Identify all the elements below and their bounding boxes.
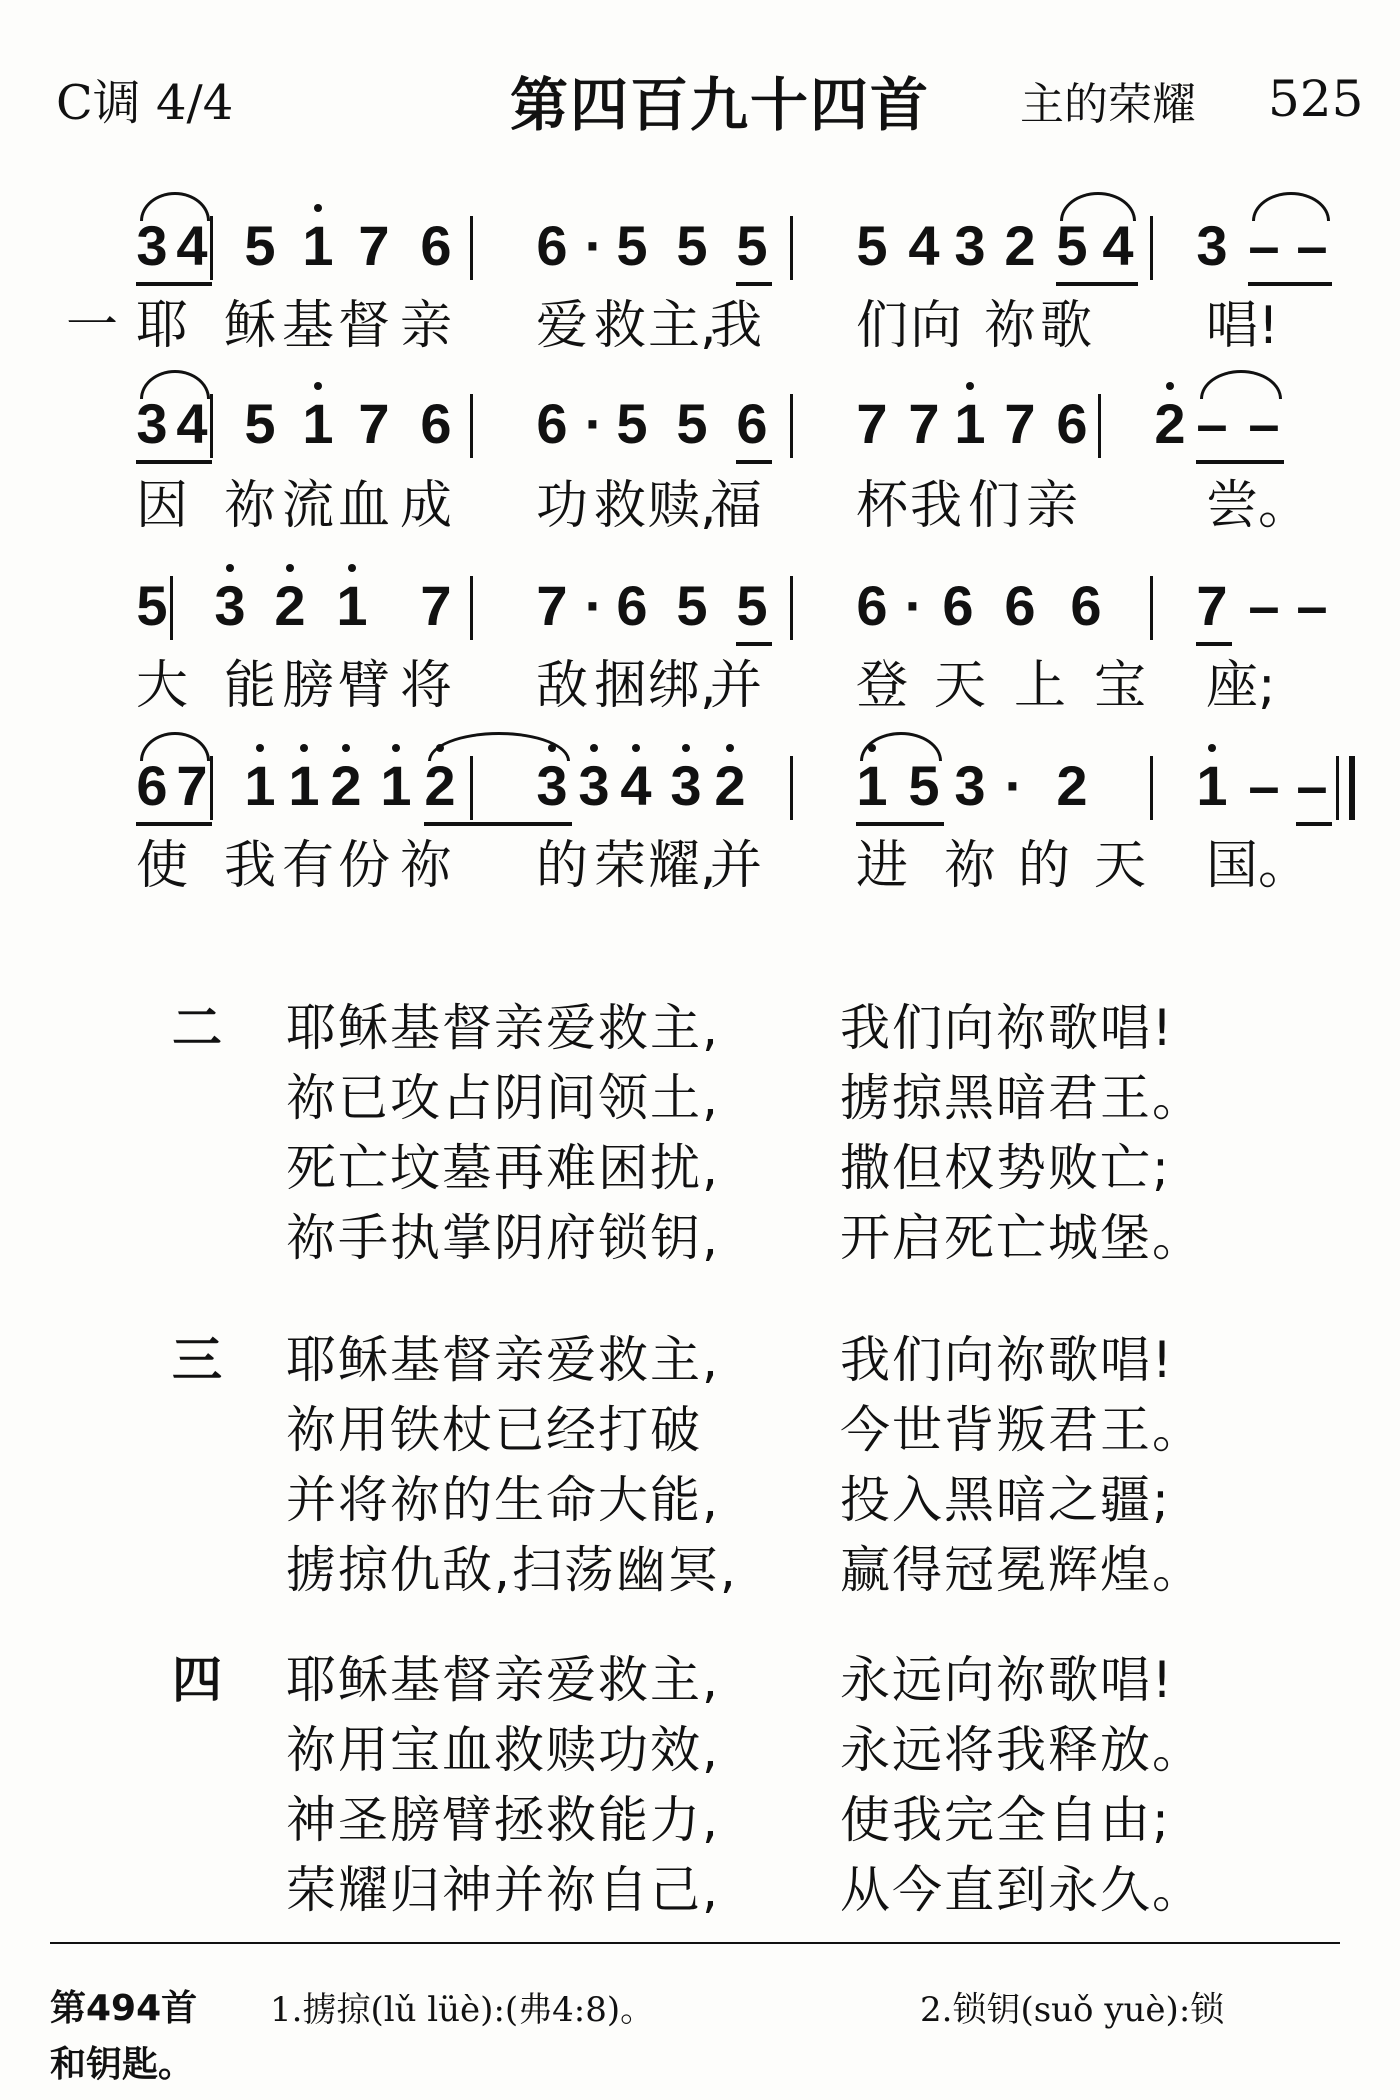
- note: ·: [584, 214, 604, 277]
- verse-line-first-half: 神圣膀臂拯救能力,: [286, 1791, 720, 1849]
- lyric-syllable: 一: [65, 296, 118, 356]
- lyric-syllable: 因: [135, 476, 188, 536]
- lyric-syllable: 耀,: [648, 836, 717, 896]
- lyric-syllable: 膀: [281, 656, 334, 716]
- verse-line-second-half: 掳掠黑暗君王。: [840, 1069, 1204, 1127]
- verse-line-first-half: 耶稣基督亲爱救主,: [286, 1331, 720, 1389]
- lyric-syllable: 使: [135, 836, 188, 896]
- bar-line: [790, 394, 793, 458]
- lyric-row-3: [0, 656, 1400, 726]
- slur: [1252, 192, 1330, 221]
- note: 6: [942, 574, 974, 637]
- bar-line: [790, 576, 793, 640]
- note: 3: [954, 214, 986, 277]
- note: 1: [298, 394, 338, 454]
- note: 5: [616, 392, 648, 455]
- footnote-note-2: 2.锁钥(suǒ yuè):锁: [920, 1990, 1225, 2030]
- note: 6: [536, 214, 568, 277]
- note: 2: [1150, 394, 1190, 454]
- note: 5: [736, 574, 768, 637]
- slur: [428, 732, 570, 761]
- lyric-syllable: 杯: [855, 476, 908, 536]
- lyric-syllable: 我: [709, 296, 762, 356]
- lyric-row-4: [0, 836, 1400, 906]
- lyric-syllable: 份: [337, 836, 390, 896]
- lyric-syllable: 并: [709, 656, 762, 716]
- bar-line: [1150, 756, 1153, 820]
- footnote-note-2-cont: 和钥匙。: [50, 2044, 195, 2085]
- note: 3: [574, 756, 614, 816]
- note: 5: [676, 574, 708, 637]
- bar-line: [210, 394, 213, 458]
- note: 5: [244, 392, 276, 455]
- lyric-syllable: 天: [1093, 836, 1146, 896]
- slur: [140, 732, 210, 761]
- note: 7: [856, 392, 888, 455]
- note: 4: [176, 392, 208, 455]
- verse-line-first-half: 荣耀归神并祢自己,: [286, 1861, 720, 1919]
- footnote-label: 第494首: [50, 1988, 198, 2029]
- note: 7: [908, 392, 940, 455]
- note: 1: [240, 756, 280, 816]
- notation-row-3: [0, 556, 1400, 656]
- lyric-syllable: 祢: [943, 836, 996, 896]
- lyric-syllable: 歌: [1039, 296, 1092, 356]
- note: 5: [736, 214, 768, 277]
- note: 4: [176, 214, 208, 277]
- bar-line: [210, 216, 213, 280]
- footnote-note-1: 1.掳掠(lǔ lüè):(弗4:8)。: [270, 1990, 655, 2030]
- note: 2: [1004, 214, 1036, 277]
- note: ·: [1004, 754, 1024, 817]
- lyric-syllable: 国。: [1206, 836, 1311, 896]
- note: 7: [358, 214, 390, 277]
- bar-line: [790, 756, 793, 820]
- lyric-syllable: 赎,: [648, 476, 717, 536]
- note: 3: [954, 754, 986, 817]
- note: 4: [908, 214, 940, 277]
- note: 7: [420, 574, 452, 637]
- bar-line: [470, 576, 473, 640]
- note: 1: [950, 394, 990, 454]
- lyric-syllable: 亲: [399, 296, 452, 356]
- notation-row-4: [0, 736, 1400, 836]
- slur: [860, 732, 942, 761]
- verse-line-second-half: 永远将我释放。: [840, 1721, 1204, 1779]
- verse-line-second-half: 永远向祢歌唱!: [840, 1651, 1175, 1709]
- verse-line-first-half: 掳掠仇敌,扫荡幽冥,: [286, 1541, 738, 1599]
- lyric-syllable: 荣: [593, 836, 646, 896]
- verse-line-first-half: 耶稣基督亲爱救主,: [286, 1651, 720, 1709]
- slur: [1060, 192, 1136, 221]
- page-number: 525: [1268, 70, 1364, 128]
- verse-line-first-half: 并将祢的生命大能,: [286, 1471, 720, 1529]
- lyric-syllable: 宝: [1093, 656, 1146, 716]
- note: 2: [1056, 754, 1088, 817]
- lyric-syllable: 血: [337, 476, 390, 536]
- note: –: [1296, 574, 1328, 637]
- lyric-syllable: 的: [535, 836, 588, 896]
- verse-line-first-half: 死亡坟墓再难困扰,: [286, 1139, 720, 1197]
- verse-line-second-half: 我们向祢歌唱!: [840, 1331, 1175, 1389]
- note: ·: [584, 574, 604, 637]
- lyric-syllable: 祢: [399, 836, 452, 896]
- rhythm-underline: [136, 460, 212, 464]
- rhythm-underline: [1196, 642, 1232, 646]
- note: 4: [1102, 214, 1134, 277]
- verse-line-first-half: 祢已攻占阴间领土,: [286, 1069, 720, 1127]
- verse-line-second-half: 使我完全自由;: [840, 1791, 1171, 1849]
- lyric-syllable: 耶: [135, 296, 188, 356]
- rhythm-underline: [136, 822, 212, 826]
- rhythm-underline: [856, 822, 944, 826]
- note: 7: [1004, 392, 1036, 455]
- lyric-row-2: [0, 476, 1400, 546]
- note: –: [1248, 392, 1280, 455]
- note: 5: [676, 392, 708, 455]
- verse-line-second-half: 我们向祢歌唱!: [840, 999, 1175, 1057]
- bar-line: [790, 216, 793, 280]
- verse-line-second-half: 撒但权势败亡;: [840, 1139, 1171, 1197]
- bar-line: [470, 216, 473, 280]
- lyric-syllable: 绑,: [648, 656, 717, 716]
- verse-line-first-half: 祢用铁杖已经打破: [286, 1401, 702, 1459]
- bar-line: [470, 394, 473, 458]
- note: 6: [856, 574, 888, 637]
- note: 6: [420, 214, 452, 277]
- note: 6: [616, 574, 648, 637]
- verse-number: 三: [172, 1331, 222, 1389]
- lyric-syllable: 稣: [223, 296, 276, 356]
- slur: [140, 192, 210, 221]
- note: 5: [136, 574, 168, 637]
- note: 7: [536, 574, 568, 637]
- key-signature: C调 4/4: [56, 75, 234, 131]
- note: 5: [856, 214, 888, 277]
- lyric-syllable: 救: [593, 476, 646, 536]
- bar-line: [470, 756, 473, 820]
- lyric-row-1: [0, 296, 1400, 366]
- lyric-syllable: 大: [135, 656, 188, 716]
- verse-line-second-half: 赢得冠冕辉煌。: [840, 1541, 1204, 1599]
- note: 5: [908, 754, 940, 817]
- lyric-syllable: 亲: [1025, 476, 1078, 536]
- note: 7: [176, 754, 208, 817]
- lyric-syllable: 基: [281, 296, 334, 356]
- verse-line-second-half: 开启死亡城堡。: [840, 1209, 1204, 1267]
- rhythm-underline: [736, 642, 772, 646]
- note: 5: [676, 214, 708, 277]
- verse-line-second-half: 从今直到永久。: [840, 1861, 1204, 1919]
- lyric-syllable: 捆: [593, 656, 646, 716]
- lyric-syllable: 登: [855, 656, 908, 716]
- note: 1: [376, 756, 416, 816]
- rhythm-underline: [1196, 460, 1284, 464]
- verse-line-first-half: 祢用宝血救赎功效,: [286, 1721, 720, 1779]
- rhythm-underline: [736, 282, 772, 286]
- note: 2: [270, 576, 310, 636]
- hymn-number-title: 第四百九十四首: [510, 71, 931, 139]
- footnote-divider: [50, 1942, 1340, 1944]
- lyric-syllable: 们: [855, 296, 908, 356]
- note: 1: [284, 756, 324, 816]
- note: 1: [852, 756, 892, 816]
- note: 2: [326, 756, 366, 816]
- lyric-syllable: 主,: [648, 296, 717, 356]
- lyric-syllable: 救: [593, 296, 646, 356]
- rhythm-underline: [1056, 282, 1138, 286]
- lyric-syllable: 督: [337, 296, 390, 356]
- note: 3: [532, 756, 572, 816]
- note: 6: [136, 754, 168, 817]
- note: 7: [358, 392, 390, 455]
- bar-line: [1150, 216, 1153, 280]
- note: –: [1296, 754, 1328, 817]
- note: –: [1248, 574, 1280, 637]
- note: –: [1248, 214, 1280, 277]
- rhythm-underline: [736, 460, 772, 464]
- lyric-syllable: 们: [967, 476, 1020, 536]
- note: ·: [584, 392, 604, 455]
- verse-line-second-half: 今世背叛君王。: [840, 1401, 1204, 1459]
- note: –: [1196, 392, 1228, 455]
- note: 3: [210, 576, 250, 636]
- note: –: [1296, 214, 1328, 277]
- lyric-syllable: 福: [709, 476, 762, 536]
- lyric-syllable: 我: [223, 836, 276, 896]
- note: 3: [136, 392, 168, 455]
- notation-row-2: [0, 374, 1400, 474]
- verse-line-first-half: 耶稣基督亲爱救主,: [286, 999, 720, 1057]
- lyric-syllable: 敌: [535, 656, 588, 716]
- note: ·: [904, 574, 924, 637]
- note: 5: [616, 214, 648, 277]
- note: 5: [244, 214, 276, 277]
- note: 1: [332, 576, 372, 636]
- note: 2: [710, 756, 750, 816]
- note: 1: [298, 216, 338, 276]
- note: 2: [420, 756, 460, 816]
- lyric-syllable: 功: [535, 476, 588, 536]
- note: 6: [736, 392, 768, 455]
- slur: [1200, 370, 1282, 399]
- lyric-syllable: 能: [223, 656, 276, 716]
- note: 6: [1070, 574, 1102, 637]
- lyric-syllable: 向: [909, 296, 962, 356]
- note: 1: [1192, 756, 1232, 816]
- note: 4: [616, 756, 656, 816]
- lyric-syllable: 流: [281, 476, 334, 536]
- rhythm-underline: [1248, 282, 1332, 286]
- note: 6: [1056, 392, 1088, 455]
- rhythm-underline: [1296, 822, 1332, 826]
- lyric-syllable: 天: [933, 656, 986, 716]
- lyric-syllable: 我: [909, 476, 962, 536]
- lyric-syllable: 进: [855, 836, 908, 896]
- lyric-syllable: 将: [399, 656, 452, 716]
- note: 3: [136, 214, 168, 277]
- note: –: [1248, 754, 1280, 817]
- lyric-syllable: 的: [1017, 836, 1070, 896]
- bar-line: [1150, 576, 1153, 640]
- note: 6: [536, 392, 568, 455]
- bar-line: [170, 576, 173, 640]
- slur: [140, 370, 210, 399]
- lyric-syllable: 唱!: [1206, 296, 1279, 356]
- note: 3: [1196, 214, 1228, 277]
- lyric-syllable: 有: [281, 836, 334, 896]
- lyric-syllable: 成: [399, 476, 452, 536]
- lyric-syllable: 祢: [223, 476, 276, 536]
- bar-line: [210, 756, 213, 820]
- verse-number: 二: [172, 999, 222, 1057]
- note: 6: [1004, 574, 1036, 637]
- verse-line-first-half: 祢手执掌阴府锁钥,: [286, 1209, 720, 1267]
- hymn-title: 主的荣耀: [1020, 79, 1196, 130]
- notation-row-1: [0, 196, 1400, 296]
- bar-line: [1098, 394, 1101, 458]
- rhythm-underline: [136, 282, 212, 286]
- note: 6: [420, 392, 452, 455]
- verse-line-second-half: 投入黑暗之疆;: [840, 1471, 1171, 1529]
- note: 7: [1196, 574, 1228, 637]
- verse-number: 四: [172, 1651, 222, 1709]
- lyric-syllable: 并: [709, 836, 762, 896]
- rhythm-underline: [424, 822, 572, 826]
- lyric-syllable: 祢: [983, 296, 1036, 356]
- lyric-syllable: 爱: [535, 296, 588, 356]
- final-bar-line: [1336, 756, 1355, 820]
- lyric-syllable: 上: [1013, 656, 1066, 716]
- lyric-syllable: 座;: [1206, 656, 1276, 716]
- lyric-syllable: 臂: [337, 656, 390, 716]
- lyric-syllable: 尝。: [1206, 476, 1311, 536]
- note: 3: [666, 756, 706, 816]
- note: 5: [1056, 214, 1088, 277]
